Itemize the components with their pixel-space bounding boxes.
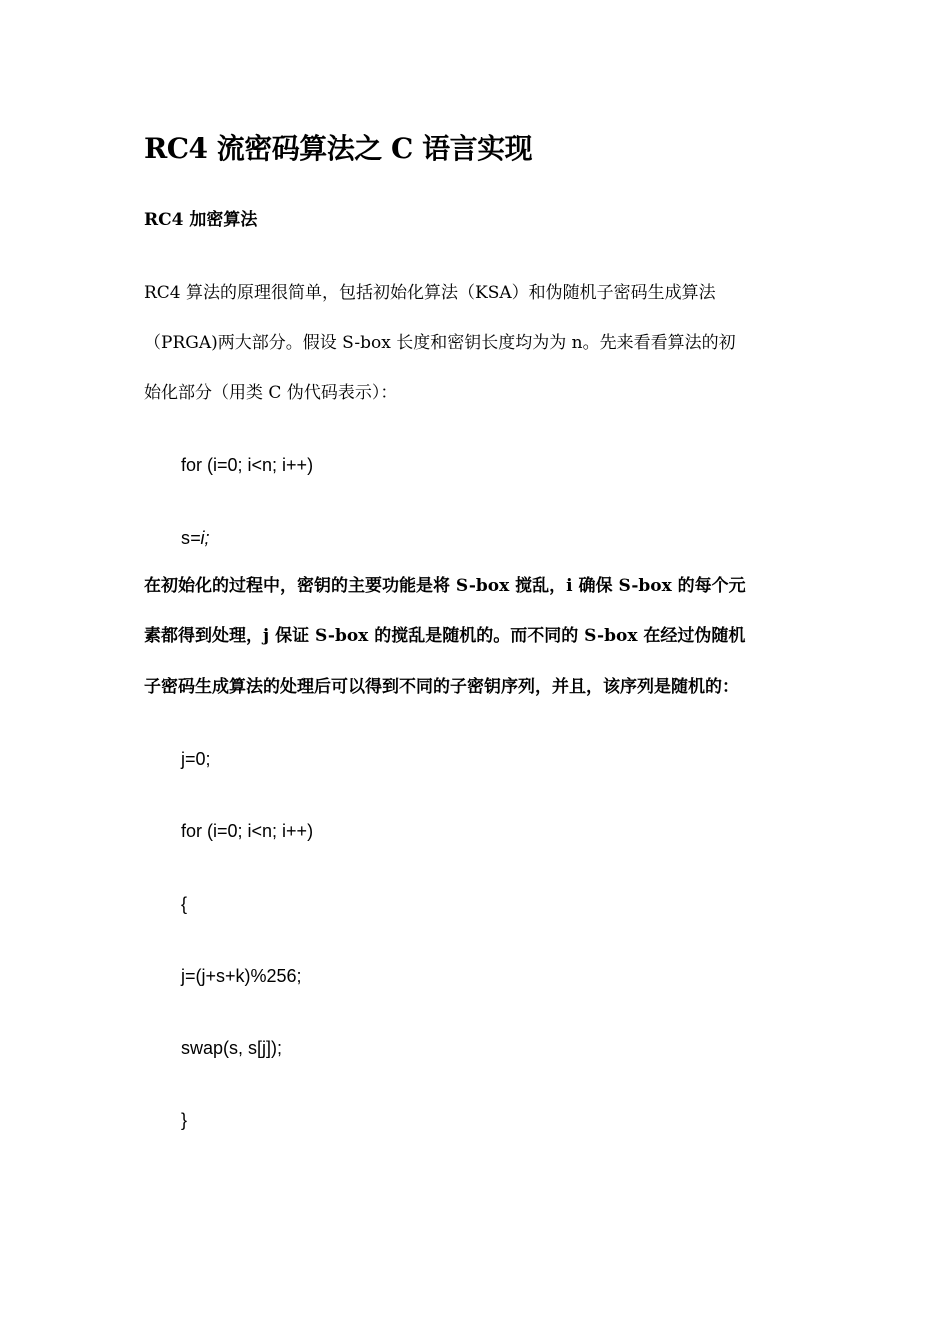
intro-line-3: 始化部分（用类 C 伪代码表示）： <box>144 383 398 403</box>
bold-line-2: 素都得到处理，j 保证 S-box 的搅乱是随机的。而不同的 S-box 在经过伪随机 <box>144 626 746 646</box>
code-line-j-init: j=0; <box>181 749 211 769</box>
code-line-s-assign <box>181 529 210 547</box>
code-s-suffix: =i; <box>190 528 210 548</box>
intro-line-1: RC4 算法的原理很简单，包括初始化算法（KSA）和伪随机子密码生成算法 <box>144 283 716 303</box>
code-line-for-loop: for (i=0; i<n; i++) <box>181 821 314 841</box>
intro-line-2: （PRGA)两大部分。假设 S-box 长度和密钥长度均为为 n。先来看看算法的初 <box>144 333 736 353</box>
code-line-close-brace: } <box>181 1110 188 1130</box>
code-s-prefix: s <box>181 528 190 548</box>
code-line-for-init: for (i=0; i<n; i++) <box>181 455 314 475</box>
document-title: RC4 流密码算法之 C 语言实现 <box>144 132 533 165</box>
bold-line-1: 在初始化的过程中，密钥的主要功能是将 S-box 搅乱，i 确保 S-box 的每个元 <box>144 576 746 596</box>
code-line-swap: swap(s, s[j]); <box>181 1038 283 1058</box>
code-line-j-update: j=(j+s+k)%256; <box>181 966 302 986</box>
code-line-open-brace: { <box>181 894 188 914</box>
bold-line-3: 子密码生成算法的处理后可以得到不同的子密钥序列，并且，该序列是随机的： <box>144 677 739 697</box>
section-heading: RC4 加密算法 <box>144 210 258 230</box>
